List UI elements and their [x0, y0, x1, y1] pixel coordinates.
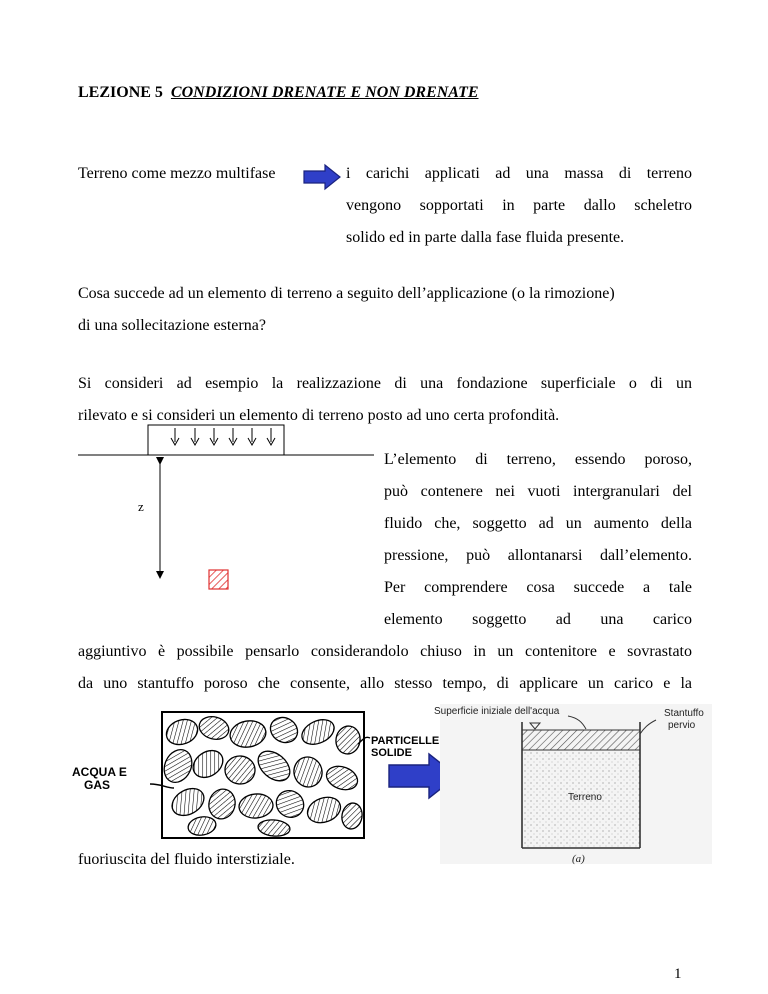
question-paragraph: [78, 278, 692, 342]
closing-line: fuoriuscita del fluido interstiziale.: [78, 851, 295, 868]
multiphase-description: [346, 158, 692, 254]
question-line: di una sollecitazione esterna?: [78, 317, 266, 334]
page-heading: [78, 84, 479, 102]
multiphase-line: solido ed in parte dalla fase fluida presente.: [346, 229, 625, 246]
example-paragraph: [78, 368, 692, 432]
multiphase-line: vengono sopportati in parte dallo scheletro: [346, 197, 692, 214]
element-line: pressione, può allontanarsi dall’elemento.: [384, 547, 692, 564]
figure-caption: (a): [572, 853, 585, 865]
implies-arrow-icon: [303, 164, 341, 190]
foundation-figure: [78, 425, 378, 600]
solids-label: PARTICELLE: [371, 735, 440, 747]
element-line: L’elemento di terreno, essendo poroso,: [384, 451, 692, 468]
piston-label: pervio: [668, 720, 696, 731]
lesson-title: CONDIZIONI DRENATE E NON DRENATE: [170, 84, 479, 101]
water-label: GAS: [84, 778, 111, 792]
element-line: può contenere nei vuoti intergranulari del: [384, 483, 692, 500]
question-line: Cosa succede ad un elemento di terreno a seguito dell’applicazione (o la rimozione): [78, 285, 615, 302]
particles-figure: [70, 700, 440, 848]
page-number: 1: [674, 966, 682, 982]
multiphase-line: i carichi applicati ad una massa di terreno: [346, 165, 692, 182]
solids-label: SOLIDE: [371, 747, 412, 759]
container-figure: [434, 704, 712, 865]
example-line: rilevato e si consideri un elemento di terreno posto ad uno certa profondità.: [78, 407, 560, 424]
water-label: ACQUA E: [72, 765, 127, 779]
example-line: Si consideri ad esempio la realizzazione di una fondazione superficiale o di un: [78, 375, 692, 392]
water-surface-label: Superficie iniziale dell'acqua: [434, 706, 560, 717]
piston-label: Stantuffo: [664, 708, 704, 719]
element-line: elemento soggetto ad una carico: [384, 611, 692, 628]
lesson-number: LEZIONE 5: [78, 84, 163, 101]
element-line: Per comprendere cosa succede a tale: [384, 579, 692, 596]
continuation-line: aggiuntivo è possibile pensarlo considerandolo chiuso in un contenitore e sovrastato: [78, 643, 692, 660]
element-line: fluido che, soggetto ad un aumento della: [384, 515, 692, 532]
soil-element: [209, 570, 228, 589]
depth-label: z: [138, 499, 144, 514]
soil-label: Terreno: [568, 792, 602, 803]
element-paragraph: [384, 444, 692, 636]
continuation-line: da uno stantuffo poroso che consente, allo stesso tempo, di applicare un carico e la: [78, 675, 692, 692]
continuation-paragraph: [78, 636, 692, 700]
multiphase-label: Terreno come mezzo multifase: [78, 165, 276, 182]
